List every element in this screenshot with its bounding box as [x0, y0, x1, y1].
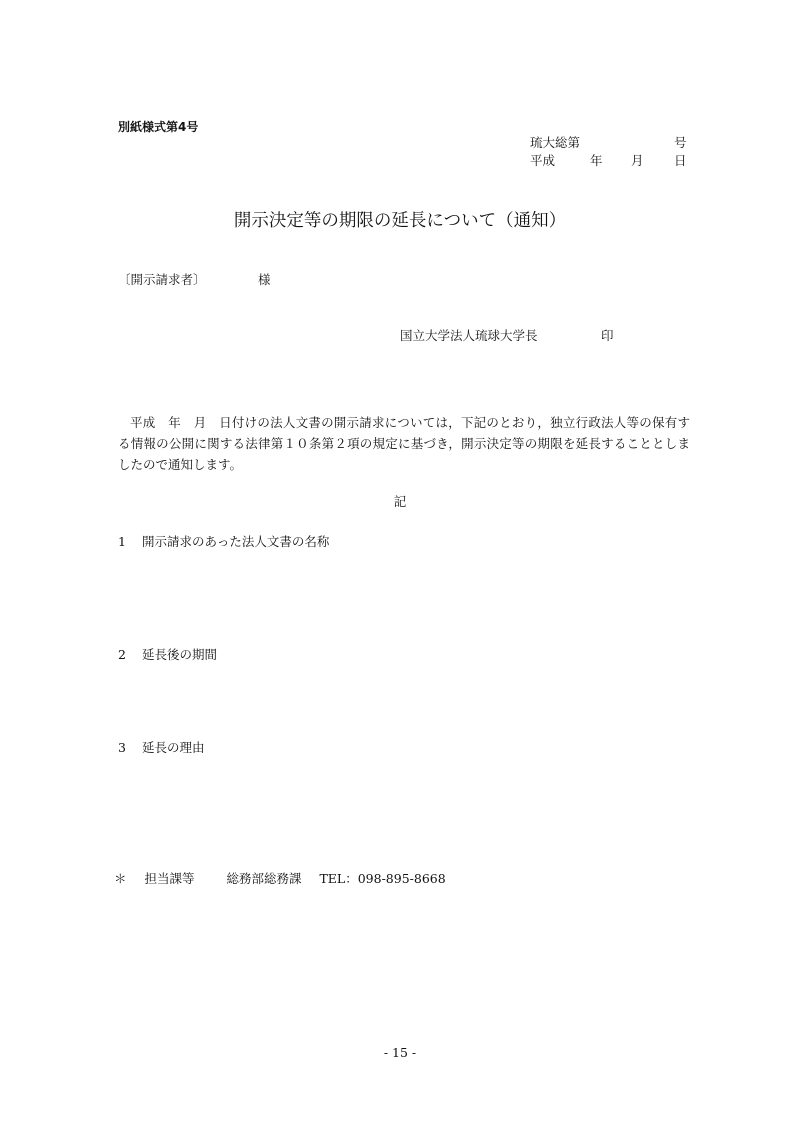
seal-mark: 印: [601, 328, 614, 343]
ki-heading: 記: [393, 494, 407, 509]
date-era: 平成: [530, 153, 556, 168]
addressee-honorific: 様: [258, 272, 271, 287]
addressee-name: 〔開示請求者〕: [118, 272, 206, 287]
page-number: - 15 -: [383, 1045, 417, 1060]
item-number: 3: [118, 740, 126, 755]
item-label: 延長後の期間: [142, 647, 218, 662]
document-date: [530, 151, 690, 169]
sender: [400, 326, 614, 344]
sender-name: 国立大学法人琉球大学長: [400, 328, 538, 343]
form-label: 別紙様式第4号: [118, 120, 199, 134]
contact-department: 総務部総務課: [226, 871, 302, 886]
body-paragraph: 平成 年 月 日付けの法人文書の開示請求については，下記のとおり，独立行政法人等の保有する情報の公開に関する法律第１０条第２項の規定に基づき，開示決定等の期限を延長することとしましたので通知します。: [118, 415, 690, 472]
doc-prefix: 琉大総第: [530, 135, 581, 150]
doc-suffix: 号: [674, 135, 687, 150]
item-label: 延長の理由: [142, 740, 205, 755]
item-number: 1: [118, 534, 126, 549]
item-label: 開示請求のあった法人文書の名称: [142, 534, 330, 549]
date-year-unit: 年: [590, 153, 603, 168]
contact-tel: TEL：098-895-8668: [319, 871, 446, 886]
date-month-unit: 月: [631, 153, 644, 168]
date-day-unit: 日: [674, 153, 687, 168]
document-title: 開示決定等の期限の延長について（通知）: [233, 211, 567, 231]
asterisk-mark: ＊: [114, 871, 127, 886]
list-item: [118, 645, 217, 663]
item-number: 2: [118, 647, 126, 662]
document-number: [530, 133, 687, 151]
list-item: [118, 738, 205, 756]
addressee: [118, 270, 271, 288]
contact-line: [114, 869, 446, 887]
list-item: [118, 532, 329, 550]
contact-label: 担当課等: [144, 871, 195, 886]
